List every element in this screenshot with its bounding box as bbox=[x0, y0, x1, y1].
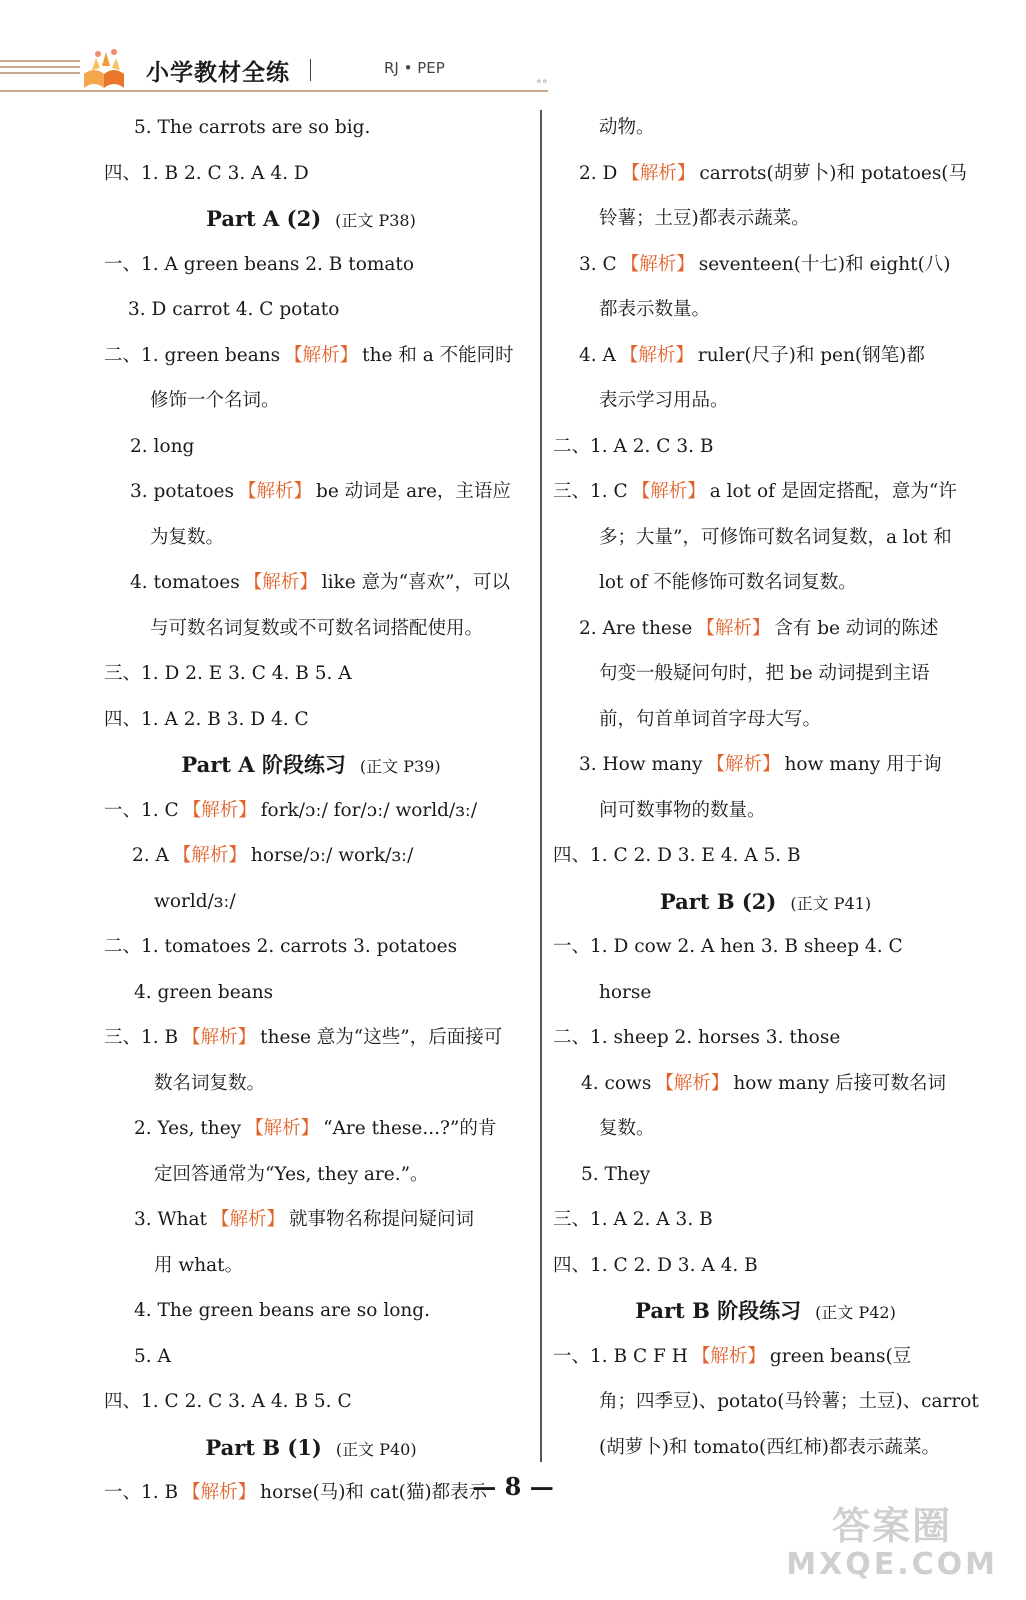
answer-text: 四、1. C 2. D 3. A 4. B bbox=[553, 1254, 758, 1276]
right-answer-column bbox=[553, 105, 978, 1470]
analysis-text: “Are these...?”的肯 bbox=[323, 1118, 497, 1139]
answer-text: 一、1. D cow 2. A hen 3. B sheep 4. C bbox=[553, 936, 903, 957]
answer-text: 3. How many bbox=[579, 754, 703, 775]
textbook-page-ref: (正文 P38) bbox=[335, 211, 416, 230]
answer-line bbox=[553, 1425, 978, 1471]
answer-line bbox=[553, 242, 978, 288]
open-book-icon bbox=[80, 44, 128, 92]
analysis-text: a lot of 是固定搭配，意为“许 bbox=[709, 481, 957, 502]
answer-text: 二、1. A 2. C 3. B bbox=[553, 435, 714, 457]
watermark-logo bbox=[786, 1504, 998, 1582]
answer-text: 一、1. B C F H bbox=[553, 1345, 688, 1367]
answer-line bbox=[553, 1061, 978, 1107]
section-title: Part B 阶段练习 bbox=[635, 1298, 802, 1323]
answer-text: 句变一般疑问句时，把 be 动词提到主语 bbox=[599, 663, 930, 684]
answer-line bbox=[553, 970, 978, 1016]
answer-line bbox=[96, 1243, 526, 1289]
analysis-tag: 【解析】 bbox=[619, 344, 694, 366]
answer-text: 二、1. sheep 2. horses 3. those bbox=[553, 1027, 841, 1048]
column-divider bbox=[540, 110, 542, 1462]
header-ornament: ∘∘ bbox=[536, 74, 548, 88]
answer-line bbox=[96, 1288, 526, 1334]
analysis-tag: 【解析】 bbox=[631, 481, 706, 502]
answer-line bbox=[553, 333, 978, 379]
section-title: Part A 阶段练习 bbox=[181, 752, 346, 777]
analysis-text: these 意为“这些”，后面接可 bbox=[260, 1027, 503, 1048]
answer-line bbox=[96, 924, 526, 970]
answer-text: 为复数。 bbox=[150, 526, 225, 548]
answer-text: 与可数名词复数或不可数名词搭配使用。 bbox=[150, 617, 484, 639]
analysis-tag: 【解析】 bbox=[245, 1118, 320, 1139]
answer-text: 一、1. B bbox=[104, 1482, 179, 1503]
answer-line bbox=[96, 651, 526, 697]
answer-text: 定回答通常为“Yes, they are.”。 bbox=[154, 1163, 429, 1185]
answer-line bbox=[96, 606, 526, 652]
analysis-tag: 【解析】 bbox=[655, 1072, 730, 1094]
answer-line bbox=[96, 833, 526, 879]
watermark-line2: MXQE.COM bbox=[786, 1547, 998, 1582]
analysis-text: horse(马)和 cat(猫)都表示 bbox=[260, 1482, 488, 1503]
answer-text: 数名词复数。 bbox=[154, 1072, 266, 1094]
answer-text: 3. C bbox=[579, 253, 617, 275]
section-title: Part A (2) bbox=[206, 206, 322, 231]
analysis-tag: 【解析】 bbox=[172, 845, 247, 866]
textbook-page-ref: (正文 P42) bbox=[815, 1303, 896, 1322]
answer-text: 表示学习用品。 bbox=[599, 390, 729, 411]
answer-text: 5. They bbox=[581, 1163, 651, 1185]
textbook-page-ref: (正文 P41) bbox=[790, 893, 872, 913]
answer-line bbox=[553, 1106, 978, 1152]
answer-line bbox=[96, 378, 526, 424]
answer-text: 四、1. A 2. B 3. D 4. C bbox=[104, 708, 309, 730]
answer-line bbox=[553, 742, 978, 788]
analysis-text: fork/ɔː/ for/ɔː/ world/ɜː/ bbox=[260, 799, 478, 821]
analysis-text: how many 后接可数名词 bbox=[733, 1072, 946, 1094]
answer-text: lot of 不能修饰可数名词复数。 bbox=[599, 572, 857, 593]
answer-text: 多；大量”，可修饰可数名词复数，a lot 和 bbox=[599, 526, 952, 548]
answer-text: 4. A bbox=[579, 344, 616, 366]
answer-text: 角；四季豆)、potato(马铃薯；土豆)、carrot bbox=[599, 1391, 979, 1412]
analysis-text: like 意为“喜欢”，可以 bbox=[321, 572, 511, 593]
section-heading bbox=[553, 1288, 978, 1334]
answer-line bbox=[96, 151, 526, 197]
answer-text: 2. Are these bbox=[579, 617, 693, 639]
analysis-text: seventeen(十七)和 eight(八) bbox=[698, 253, 951, 275]
section-title: Part B (1) bbox=[205, 1434, 322, 1460]
answer-line bbox=[553, 788, 978, 834]
answer-text: 3. potatoes bbox=[130, 481, 234, 502]
answer-text: 都表示数量。 bbox=[599, 299, 711, 320]
answer-line bbox=[553, 105, 978, 151]
answer-text: 4. tomatoes bbox=[130, 572, 240, 593]
answer-line bbox=[553, 833, 978, 879]
answer-text: 动物。 bbox=[599, 117, 655, 138]
analysis-tag: 【解析】 bbox=[706, 754, 781, 775]
header-subtitle: RJ • PEP bbox=[384, 59, 445, 77]
analysis-tag: 【解析】 bbox=[182, 1482, 257, 1503]
answer-text: 2. long bbox=[130, 435, 195, 457]
answer-text: 3. D carrot 4. C potato bbox=[128, 299, 340, 320]
answer-text: 2. A bbox=[132, 845, 169, 866]
analysis-text: how many 用于询 bbox=[784, 754, 942, 775]
answer-text: 三、1. C bbox=[553, 481, 628, 502]
answer-line bbox=[96, 424, 526, 470]
analysis-tag: 【解析】 bbox=[620, 253, 695, 275]
analysis-tag: 【解析】 bbox=[182, 799, 257, 821]
watermark-line1: 答案圈 bbox=[832, 1504, 953, 1548]
analysis-tag: 【解析】 bbox=[182, 1027, 257, 1048]
section-heading bbox=[553, 879, 978, 925]
answer-text: 一、1. A green beans 2. B tomato bbox=[104, 253, 414, 275]
answer-line bbox=[553, 1334, 978, 1380]
header-decorative-lines bbox=[0, 60, 80, 80]
answer-line bbox=[96, 697, 526, 743]
answer-line bbox=[553, 697, 978, 743]
answer-line bbox=[96, 1106, 526, 1152]
analysis-text: green beans(豆 bbox=[769, 1345, 912, 1367]
analysis-text: 就事物名称提问疑问词 bbox=[288, 1209, 474, 1230]
answer-text: 三、1. A 2. A 3. B bbox=[553, 1209, 713, 1230]
answer-text: 问可数事物的数量。 bbox=[599, 799, 766, 821]
answer-line bbox=[553, 469, 978, 515]
answer-text: 一、1. C bbox=[104, 799, 179, 821]
answer-line bbox=[96, 1152, 526, 1198]
answer-text: 2. D bbox=[579, 162, 618, 184]
answer-line bbox=[553, 606, 978, 652]
analysis-text: be 动词是 are，主语应 bbox=[316, 481, 511, 502]
answer-line bbox=[96, 333, 526, 379]
textbook-page-ref: (正文 P40) bbox=[335, 1439, 417, 1459]
answer-line bbox=[553, 287, 978, 333]
textbook-page-ref: (正文 P39) bbox=[359, 757, 441, 776]
analysis-text: ruler(尺子)和 pen(钢笔)都 bbox=[697, 344, 925, 366]
answer-line bbox=[553, 196, 978, 242]
answer-line bbox=[96, 1061, 526, 1107]
answer-line bbox=[96, 879, 526, 925]
answer-text: 3. What bbox=[134, 1209, 207, 1230]
answer-text: 修饰一个名词。 bbox=[150, 390, 280, 411]
answer-text: 四、1. C 2. D 3. E 4. A 5. B bbox=[553, 845, 801, 866]
answer-text: 四、1. C 2. C 3. A 4. B 5. C bbox=[104, 1391, 352, 1412]
section-heading bbox=[96, 1425, 526, 1471]
answer-line bbox=[96, 105, 526, 151]
analysis-tag: 【解析】 bbox=[243, 572, 318, 593]
answer-line bbox=[553, 151, 978, 197]
answer-line bbox=[553, 1015, 978, 1061]
analysis-text: the 和 a 不能同时 bbox=[362, 344, 514, 366]
answer-text: (胡萝卜)和 tomato(西红柿)都表示蔬菜。 bbox=[599, 1436, 940, 1458]
answer-text: 二、1. green beans bbox=[104, 344, 281, 366]
answer-line bbox=[96, 515, 526, 561]
answer-line bbox=[553, 651, 978, 697]
page-number: — 8 — bbox=[472, 1472, 554, 1501]
answer-text: 4. The green beans are so long. bbox=[134, 1300, 431, 1321]
section-title: Part B (2) bbox=[659, 888, 777, 914]
answer-text: 铃薯；土豆)都表示蔬菜。 bbox=[599, 208, 810, 229]
analysis-tag: 【解析】 bbox=[210, 1209, 285, 1230]
analysis-tag: 【解析】 bbox=[238, 481, 313, 502]
analysis-tag: 【解析】 bbox=[691, 1345, 766, 1367]
analysis-text: horse/ɔː/ work/ɜː/ bbox=[250, 845, 414, 866]
answer-text: 三、1. B bbox=[104, 1027, 179, 1048]
answer-text: 三、1. D 2. E 3. C 4. B 5. A bbox=[104, 663, 352, 684]
answer-line bbox=[96, 970, 526, 1016]
header-separator bbox=[310, 59, 311, 81]
header-title: 小学教材全练 bbox=[146, 60, 290, 86]
analysis-tag: 【解析】 bbox=[621, 162, 696, 184]
answer-line bbox=[553, 1243, 978, 1289]
answer-text: 复数。 bbox=[599, 1118, 655, 1139]
answer-line bbox=[96, 242, 526, 288]
answer-line bbox=[553, 1197, 978, 1243]
answer-line bbox=[96, 788, 526, 834]
answer-text: 4. green beans bbox=[134, 981, 274, 1003]
section-heading bbox=[96, 196, 526, 242]
answer-line bbox=[96, 1334, 526, 1380]
answer-text: 前，句首单词首字母大写。 bbox=[599, 708, 822, 730]
answer-text: world/ɜː/ bbox=[154, 890, 236, 912]
answer-line bbox=[553, 560, 978, 606]
answer-line bbox=[96, 1197, 526, 1243]
answer-text: 二、1. tomatoes 2. carrots 3. potatoes bbox=[104, 936, 458, 957]
answer-text: horse bbox=[599, 981, 652, 1003]
answer-line bbox=[553, 424, 978, 470]
answer-line bbox=[553, 515, 978, 561]
answer-text: 四、1. B 2. C 3. A 4. D bbox=[104, 162, 309, 184]
answer-line bbox=[96, 1015, 526, 1061]
answer-text: 2. Yes, they bbox=[134, 1118, 242, 1139]
answer-line bbox=[96, 1379, 526, 1425]
analysis-tag: 【解析】 bbox=[696, 617, 771, 639]
page-header bbox=[0, 44, 560, 100]
left-answer-column bbox=[96, 105, 526, 1516]
answer-text: 用 what。 bbox=[154, 1254, 244, 1276]
answer-line bbox=[96, 560, 526, 606]
analysis-tag: 【解析】 bbox=[284, 344, 359, 366]
analysis-text: carrots(胡萝卜)和 potatoes(马 bbox=[699, 162, 968, 184]
answer-line bbox=[96, 287, 526, 333]
header-underline bbox=[0, 90, 548, 92]
answer-line bbox=[553, 1152, 978, 1198]
answer-text: 5. A bbox=[134, 1345, 171, 1367]
answer-line bbox=[553, 1379, 978, 1425]
answer-line bbox=[553, 378, 978, 424]
answer-text: 4. cows bbox=[581, 1072, 652, 1094]
answer-text: 5. The carrots are so big. bbox=[134, 117, 371, 138]
answer-line bbox=[553, 924, 978, 970]
section-heading bbox=[96, 742, 526, 788]
answer-line bbox=[96, 469, 526, 515]
analysis-text: 含有 be 动词的陈述 bbox=[774, 617, 939, 639]
